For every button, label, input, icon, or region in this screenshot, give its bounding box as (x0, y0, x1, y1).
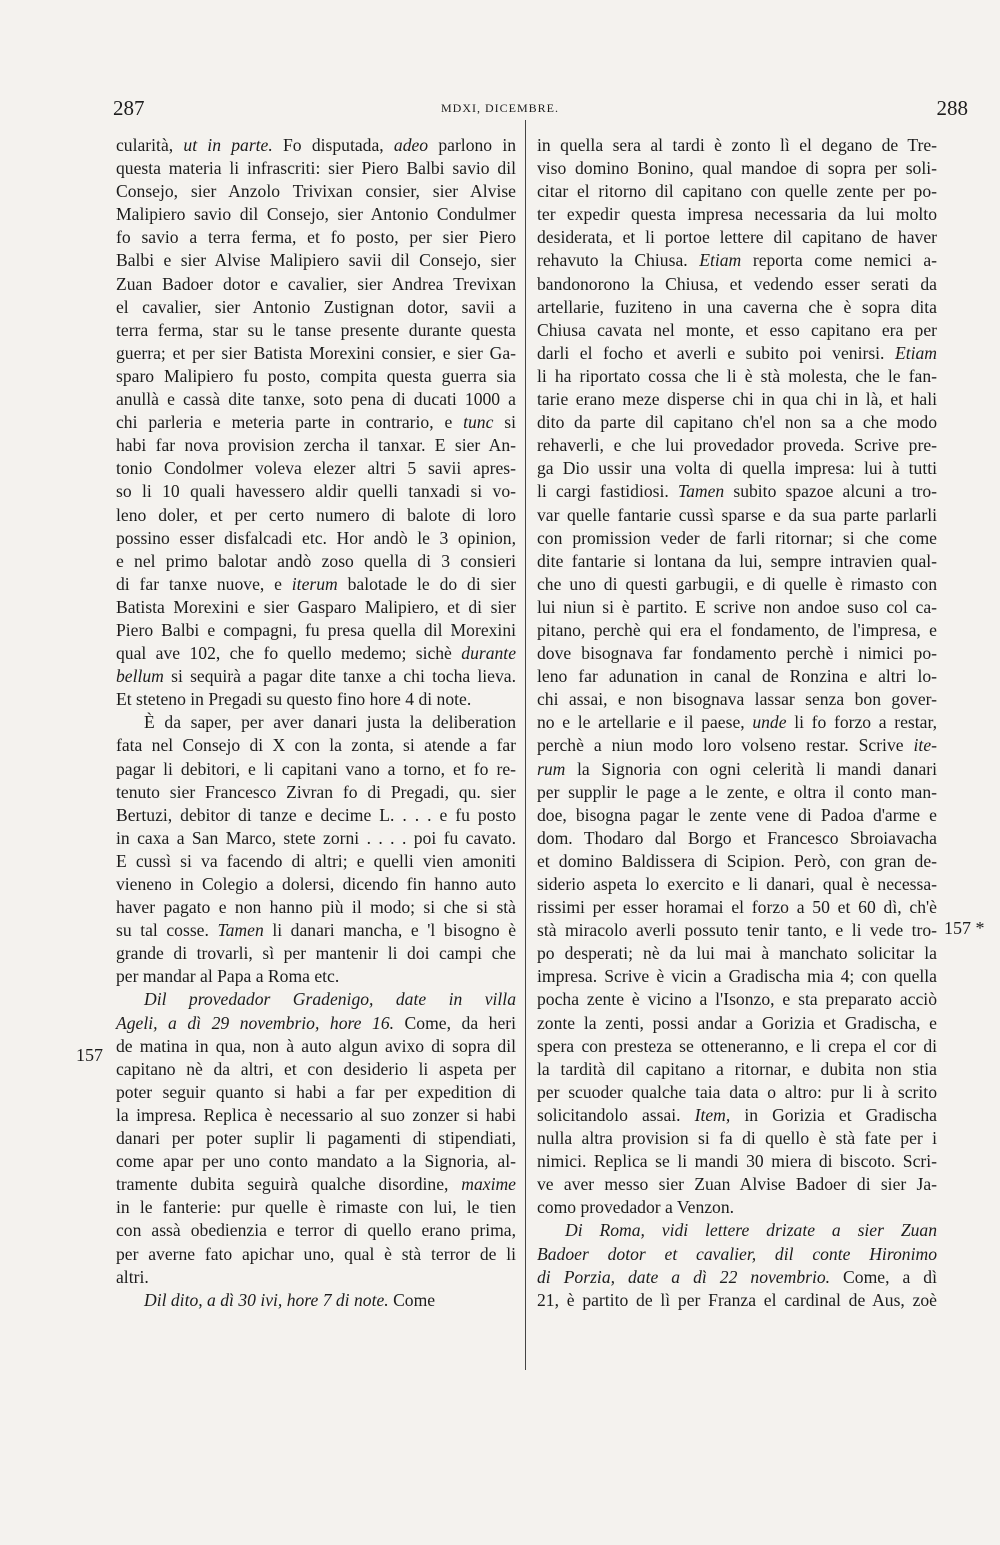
text-line (116, 850, 516, 873)
text-line (116, 134, 516, 157)
text-line (116, 480, 516, 503)
text-line (116, 965, 516, 988)
text-line (537, 480, 937, 503)
text-run: altri. (116, 1266, 149, 1287)
text-line (116, 804, 516, 827)
text-line (537, 827, 937, 850)
text-run: parlono in (428, 135, 517, 155)
text-run: subito spazoe alcuni a tro- (724, 481, 937, 502)
text-line (116, 249, 516, 272)
text-line (116, 758, 516, 781)
text-run: fo savio a terra ferma, et fo posto, per sier Piero (116, 227, 516, 248)
text-line (537, 781, 937, 804)
text-line (116, 1035, 516, 1058)
text-run: grande di trovarli, sì per mantenir li doi campi che (116, 943, 516, 964)
text-line (116, 226, 516, 249)
text-run: Batista Morexini e sier Gasparo Malipiero, et di sier (116, 596, 516, 617)
text-run: chi assai, e non bisognava lassar senza bon gover- (537, 689, 937, 710)
text-run: so li 10 quali havessero aldir quelli tanxadi si vo- (116, 481, 516, 502)
text-run: po desperati; nè da lui mai à manchato solicitar la (537, 943, 937, 964)
text-run: stà miracolo averli possuto tenir tanto, e li vede tro- (537, 920, 937, 941)
italic-text: rum (537, 758, 566, 779)
text-run: rehaverli, e che lui provedador proveda. Scrive pre- (537, 435, 937, 456)
text-line (537, 1104, 937, 1127)
text-run: citar el ritorno dil capitano con quelle zente per po- (537, 181, 937, 202)
italic-text: iterum (291, 573, 338, 594)
text-run: di far tanxe nuove, e (116, 573, 292, 594)
text-line (116, 203, 516, 226)
text-line (116, 342, 516, 365)
text-line (537, 365, 937, 388)
text-line (116, 273, 516, 296)
italic-text: adeo (393, 135, 429, 155)
text-line (537, 434, 937, 457)
text-line (116, 1219, 516, 1242)
text-line (116, 573, 516, 596)
text-run: dom. Thodaro dal Borgo et Francesco Sbroiavacha (537, 827, 937, 848)
text-run: cularità, (116, 135, 184, 155)
text-line (537, 296, 937, 319)
italic-text: maxime (461, 1174, 516, 1195)
text-run: capitano nè da altri, et con desiderio li aspeta per (116, 1058, 516, 1079)
italic-text: Item, (694, 1104, 731, 1125)
text-line (116, 1196, 516, 1219)
italic-text: unde (752, 712, 787, 733)
text-run: Fo disputada, (272, 135, 394, 155)
italic-text: di Porzia, date a dì 22 novembrio. (537, 1266, 831, 1287)
text-line (116, 1173, 516, 1196)
text-run: ga Dio ussir una volta di quella impresa: lui à tutti (537, 458, 937, 479)
text-line (537, 965, 937, 988)
text-run: habi far nova provision zercha il tanxar. E sier An- (116, 435, 516, 456)
text-run: desiderata, et li portoe lettere dil capitano de haver (537, 227, 937, 248)
text-run: viso domino Bonino, qual mandoe di sopra per soli- (537, 158, 937, 179)
text-run: sparo Malipiero fu posto, compita questa guerra sia (116, 365, 516, 386)
text-line (116, 596, 516, 619)
text-run: guerra; et per sier Batista Morexini consier, e sier Ga- (116, 342, 516, 363)
text-run: in caxa a San Marco, stete zorni . . . . poi fu cavato. (116, 827, 516, 848)
text-line (116, 157, 516, 180)
text-run: Chiusa cavata nel monte, et esso capitano era per (537, 319, 937, 340)
text-line (116, 1127, 516, 1150)
text-line (537, 804, 937, 827)
text-run: pitano, perchè qui era el fondamento, de l'impresa, e (537, 619, 937, 640)
italic-text: Etiam (699, 250, 742, 271)
text-run: Balbi e sier Alvise Malipiero savii dil Consejo, sier (116, 250, 516, 271)
text-line (537, 550, 937, 573)
text-line (537, 134, 937, 157)
text-run: de matina in qua, non à auto algun avixo di sopra dil (116, 1035, 516, 1056)
text-line (116, 411, 516, 434)
text-run: li fo forzo a restar, (786, 712, 937, 733)
text-line (116, 665, 516, 688)
text-run: terra ferma, star su le tanse presente durante questa (116, 319, 516, 340)
text-line (116, 988, 516, 1011)
text-line (537, 873, 937, 896)
italic-text: bellum (116, 666, 164, 687)
text-run: ter expedir questa impresa necessaria da lui molto (537, 204, 937, 225)
italic-text: durante (461, 643, 516, 664)
text-run: Come (388, 1289, 436, 1310)
text-run: possino esser disfalcadi etc. Hor andò le 3 opinion, (116, 527, 516, 548)
text-line (116, 1104, 516, 1127)
text-line (116, 434, 516, 457)
text-run: pagar li debitori, e li capitani vano a torno, et fo re- (116, 758, 516, 779)
text-line (116, 457, 516, 480)
text-line (537, 734, 937, 757)
italic-text: Ageli, a dì 29 novembrio, hore 16. (116, 1012, 395, 1033)
text-run: come apar per uno conto mandato a la Signoria, al- (116, 1151, 516, 1172)
text-run: pocha zente è vicino a l'Isonzo, e sta preparato acciò (537, 989, 937, 1010)
text-line (537, 342, 937, 365)
text-run: li ha riportato cossa che li è stà molesta, che le fan- (537, 365, 937, 386)
text-run: nulla altra provision si fa di quello è stà fate per i (537, 1128, 937, 1149)
text-run: balotade le do di sier (337, 573, 516, 594)
text-line (537, 1243, 937, 1266)
text-line (116, 942, 516, 965)
text-line (537, 596, 937, 619)
text-line (116, 873, 516, 896)
text-run: fata nel Consejo di X con la zonta, si atende a far (116, 735, 516, 756)
text-line (537, 1289, 937, 1312)
text-run: leno far adunation in canal de Ronzina e altri lo- (537, 666, 937, 687)
text-line (537, 157, 937, 180)
italic-text: ite- (913, 735, 937, 756)
text-run: la impresa. Replica è necessario al suo zonzer si habi (116, 1104, 516, 1125)
running-header (0, 96, 1000, 126)
text-run: in le fanterie: pur quelle è rimaste con lui, le tien (116, 1197, 516, 1218)
text-line (116, 1058, 516, 1081)
text-run: qual ave 102, che fo quello medemo; sichè (116, 643, 462, 664)
text-run: E cussì si va facendo di altri; e quelli vien amoniti (116, 850, 516, 871)
text-run: tramente dubita seguirà qualche disordine, (116, 1174, 462, 1195)
text-run: leno doler, et per certo numero di balote di loro (116, 504, 516, 525)
text-line (116, 1150, 516, 1173)
text-line (537, 319, 937, 342)
text-line (116, 180, 516, 203)
text-line (537, 1196, 937, 1219)
text-line (116, 1243, 516, 1266)
text-run: anullà e cassà dite tanxe, soto pena di ducati 1000 a (116, 389, 516, 410)
text-line (116, 619, 516, 642)
italic-text: Badoer dotor et cavalier, dil conte Hironimo (537, 1243, 937, 1264)
right-text-column (537, 134, 937, 1312)
text-run: È da saper, per aver danari justa la deliberation (144, 712, 516, 733)
text-run: rehavuto la Chiusa. (537, 250, 700, 271)
text-line (116, 919, 516, 942)
text-run: li cargi fastidiosi. (537, 481, 678, 502)
text-run: in Gorizia et Gradischa (730, 1104, 937, 1125)
text-line (537, 180, 937, 203)
text-run: lui niun si è partito. E scrive non andoe suso col ca- (537, 596, 937, 617)
text-line (537, 1173, 937, 1196)
text-line (116, 1266, 516, 1289)
text-line (537, 850, 937, 873)
text-run: solicitandolo assai. (537, 1104, 695, 1125)
italic-text: Di Roma, vidi lettere drizate a sier Zuan (565, 1220, 937, 1241)
italic-text: Tamen (677, 481, 725, 502)
text-line (537, 642, 937, 665)
text-run: per mandar al Papa a Roma etc. (116, 966, 340, 987)
italic-text: Dil dito, a dì 30 ivi, hore 7 di note. (144, 1289, 389, 1310)
italic-text: ut in parte. (183, 135, 273, 155)
text-run: artellarie, fuziteno in una caverna che è sopra dita (537, 296, 937, 317)
text-line (116, 827, 516, 850)
text-line (537, 942, 937, 965)
text-line (537, 527, 937, 550)
text-line (116, 711, 516, 734)
text-line (537, 573, 937, 596)
text-run: dite fantarie si lontana da lui, sempre intravien qual- (537, 550, 937, 571)
text-line (537, 457, 937, 480)
text-run: rissimi per esser horamai el forzo a 50 et 60 dì, ch'è (537, 897, 937, 918)
text-line (116, 504, 516, 527)
text-line (116, 781, 516, 804)
text-run: spera con presteza se otteneranno, e li crepa el cor di (537, 1035, 937, 1056)
text-line (537, 1058, 937, 1081)
margin-note-right: 157 * (944, 918, 985, 938)
text-run: impresa. Scrive è vicin a Gradischa mia 4; con quella (537, 966, 937, 987)
text-run: su tal cosse. (116, 920, 218, 941)
text-line (537, 1035, 937, 1058)
text-line (116, 527, 516, 550)
text-run: per supplir le page a le zente, e oltra il conto man- (537, 781, 937, 802)
text-run: vieneno in Colegio a dolersi, dicendo fin hanno auto (116, 874, 516, 894)
text-run: Zuan Badoer dotor e cavalier, sier Andrea Trevixan (116, 273, 516, 294)
text-line (116, 1081, 516, 1104)
text-run: dove bisognava far fondamento perchè i nimici po- (537, 643, 937, 664)
text-run: chi parleria e meteria parte in contrario, e (116, 412, 464, 433)
text-line (537, 504, 937, 527)
text-run: Come, a dì (830, 1266, 937, 1287)
text-line (116, 642, 516, 665)
text-line (537, 226, 937, 249)
text-run: el cavalier, sier Antonio Zustignan dotor, savii a (116, 296, 516, 317)
text-run: Et steteno in Pregadi su questo fino hore 4 di note. (116, 689, 472, 710)
text-run: Come, da heri (394, 1012, 517, 1033)
text-line (537, 1081, 937, 1104)
text-run: como provedador a Venzon. (537, 1197, 735, 1218)
text-run: Malipiero savio dil Consejo, sier Antonio Condulmer (116, 204, 516, 225)
text-run: questa materia li infrascriti: sier Piero Balbi savio dil (116, 158, 516, 179)
text-run: var quelle fantarie cussì sparse e da sua parte parlarli (537, 504, 937, 525)
text-line (537, 1266, 937, 1289)
text-line (537, 411, 937, 434)
text-run: la tardità dil capitano a ritornar, e dubita non stia (537, 1058, 937, 1079)
text-run: no e le artellarie e il paese, (537, 712, 753, 733)
text-run: dito da parte dil capitano ch'el non sa a che modo (537, 412, 937, 433)
text-run: Piero Balbi e compagni, fu presa quella dil Morexini (116, 619, 516, 640)
text-run: tenuto sier Francesco Zivran fo di Pregadi, qu. sier (116, 781, 516, 802)
running-title: MDXI, DICEMBRE. (440, 101, 559, 115)
text-line (537, 896, 937, 919)
text-line (537, 1219, 937, 1242)
text-run: doe, bisogna pagar le zente vene di Padoa d'arme e (537, 804, 937, 825)
text-line (537, 1012, 937, 1035)
text-run: per scuoder qualche taia data o altro: pur li à scrito (537, 1081, 937, 1102)
text-line (537, 665, 937, 688)
text-run: et domino Baldissera di Scipion. Però, con gran de- (537, 850, 937, 871)
text-run: nimici. Replica se li mandi 30 miera di biscoto. Scri- (537, 1151, 937, 1172)
margin-note-left: 157 (76, 1045, 103, 1065)
text-line (537, 388, 937, 411)
italic-text: tunc (463, 412, 494, 433)
text-run: poter seguir quanto si habi a far per expedition di (116, 1081, 516, 1102)
text-line (116, 1289, 516, 1312)
column-divider (525, 120, 526, 1370)
italic-text: Tamen (217, 920, 264, 941)
text-line (116, 319, 516, 342)
text-line (537, 688, 937, 711)
text-line (537, 619, 937, 642)
italic-text: Dil provedador Gradenigo, date in villa (144, 989, 516, 1010)
text-run: la Signoria con ogni celerità li mandi danari (565, 758, 937, 779)
text-run: danari per poter suplir li pagamenti di stipendiati, (116, 1128, 516, 1149)
text-run: che uno di questi garbugii, e di quelle è rimasto con (537, 573, 937, 594)
text-run: con assà obedienzia e terror di quello erano prima, (116, 1220, 516, 1241)
text-run: per averne fato apichar uno, qual è stà terror de li (116, 1243, 516, 1264)
text-run: in quella sera al tardi è zonto lì el degano de Tre- (537, 135, 937, 155)
text-line (537, 249, 937, 272)
text-run: si sequirà a pagar dite tanxe a chi tocha lieva. (163, 666, 516, 687)
text-run: haver pagato e non hanno più il modo; si che si stà (116, 897, 516, 918)
page-number-left: 287 (113, 96, 145, 120)
text-line (116, 296, 516, 319)
text-line (116, 365, 516, 388)
page-number-right: 288 (936, 96, 968, 120)
text-line (116, 734, 516, 757)
text-run: tarie erano meze disperse chi in qua chi in là, et hali (537, 389, 937, 410)
text-run: 21, è partito de lì per Franza el cardinal de Aus, zoè (537, 1289, 937, 1310)
italic-text: Etiam (894, 342, 937, 363)
text-run: si (493, 412, 516, 433)
text-run: Consejo, sier Anzolo Trivixan consier, sier Alvise (116, 181, 516, 202)
text-line (537, 273, 937, 296)
left-text-column (116, 134, 516, 1312)
text-line (116, 896, 516, 919)
text-run: tonio Condolmer voleva elezer altri 5 savii apres- (116, 458, 516, 479)
text-line (537, 988, 937, 1011)
text-run: zonte la zenti, possi andar a Gorizia et Gradischa, e (537, 1012, 937, 1033)
text-run: e nel primo balotar andò zoso quella di 3 consieri (116, 550, 516, 571)
text-run: con promission veder de farli ritornar; si che come (537, 527, 937, 548)
text-line (116, 688, 516, 711)
text-run: li danari mancha, e 'l bisogno è (263, 920, 516, 941)
text-line (116, 1012, 516, 1035)
text-line (116, 550, 516, 573)
text-line (537, 1127, 937, 1150)
text-line (537, 919, 937, 942)
text-run: siderio aspeta lo exercito e li danari, qual è necessa- (537, 874, 937, 894)
text-line (116, 388, 516, 411)
text-run: reporta come nemici a- (741, 250, 937, 271)
text-run: perchè a niun modo loro volseno restar. Scrive (537, 735, 914, 756)
text-line (537, 758, 937, 781)
text-line (537, 203, 937, 226)
text-run: bandonorono la Chiusa, et vedendo esser serati da (537, 273, 937, 294)
text-line (537, 1150, 937, 1173)
text-line (537, 711, 937, 734)
text-run: darli el focho et averli e subito poi venirsi. (537, 342, 895, 363)
text-run: ve aver messo sier Zuan Alvise Badoer di sier Ja- (537, 1174, 937, 1195)
text-run: Bertuzi, debitor di tanze e decime L. . . . e fu posto (116, 804, 516, 825)
